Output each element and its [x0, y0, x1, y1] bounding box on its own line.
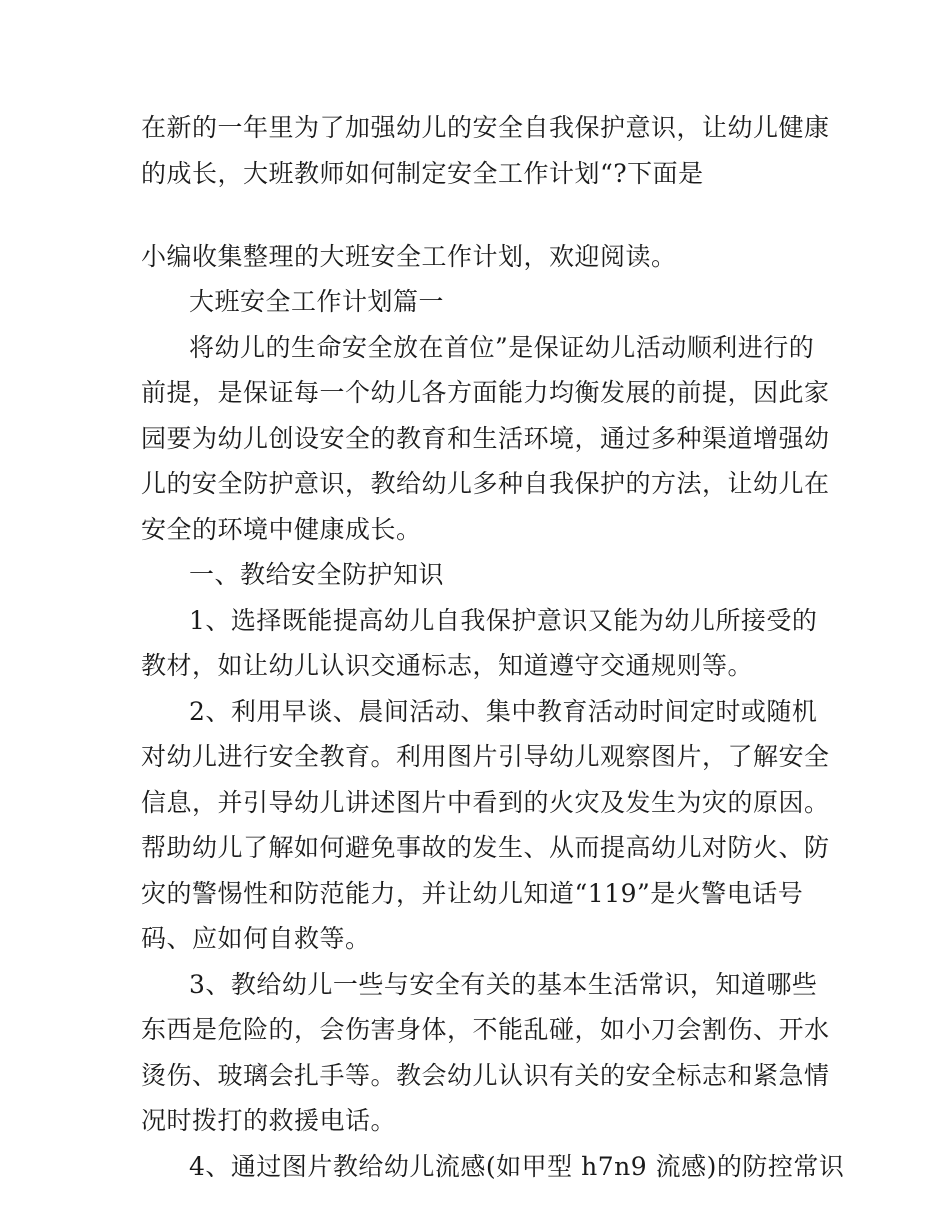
text-line-20: 东西是危险的，会伤害身体，不能乱碰，如小刀会割伤、开水: [141, 1015, 830, 1044]
text-line-16: 帮助幼儿了解如何避免事故的发生、从而提高幼儿对防火、防: [141, 833, 830, 862]
text-line-6: 前提，是保证每一个幼儿各方面能力均衡发展的前提，因此家: [141, 378, 830, 407]
text-line-17: 灾的警惕性和防范能力，并让幼儿知道“119”是火警电话号: [141, 879, 804, 908]
text-line-9: 安全的环境中健康成长。: [141, 515, 422, 544]
text-line-19: 3、教给幼儿一些与安全有关的基本生活常识，知道哪些: [189, 970, 818, 999]
section-heading: 大班安全工作计划篇一: [189, 287, 445, 316]
text-line-13: 2、利用早谈、晨间活动、集中教育活动时间定时或随机: [189, 697, 818, 726]
text-line-8: 儿的安全防护意识，教给幼儿多种自我保护的方法，让幼儿在: [141, 469, 830, 498]
text-line-18: 码、应如何自救等。: [141, 924, 371, 953]
text-line-11: 1、选择既能提高幼儿自我保护意识又能为幼儿所接受的: [189, 606, 818, 635]
text-line-2: 的成长，大班教师如何制定安全工作计划“?下面是: [141, 159, 704, 188]
text-line-23: 4、通过图片教给幼儿流感(如甲型 h7n9 流感)的防控常识: [189, 1152, 845, 1181]
text-line-5: 将幼儿的生命安全放在首位”是保证幼儿活动顺利进行的: [189, 333, 815, 362]
text-line-3: 小编收集整理的大班安全工作计划，欢迎阅读。: [141, 242, 677, 271]
text-line-15: 信息，并引导幼儿讲述图片中看到的火灾及发生为灾的原因。: [141, 788, 830, 817]
text-line-21: 烫伤、玻璃会扎手等。教会幼儿认识有关的安全标志和紧急情: [141, 1061, 830, 1090]
text-line-22: 况时拨打的救援电话。: [141, 1106, 397, 1135]
subsection-heading: 一、教给安全防护知识: [189, 560, 445, 589]
text-line-1: 在新的一年里为了加强幼儿的安全自我保护意识，让幼儿健康: [141, 113, 830, 142]
text-line-14: 对幼儿进行安全教育。利用图片引导幼儿观察图片，了解安全: [141, 742, 830, 771]
text-line-12: 教材，如让幼儿认识交通标志，知道遵守交通规则等。: [141, 651, 754, 680]
text-line-7: 园要为幼儿创设安全的教育和生活环境，通过多种渠道增强幼: [141, 424, 830, 453]
